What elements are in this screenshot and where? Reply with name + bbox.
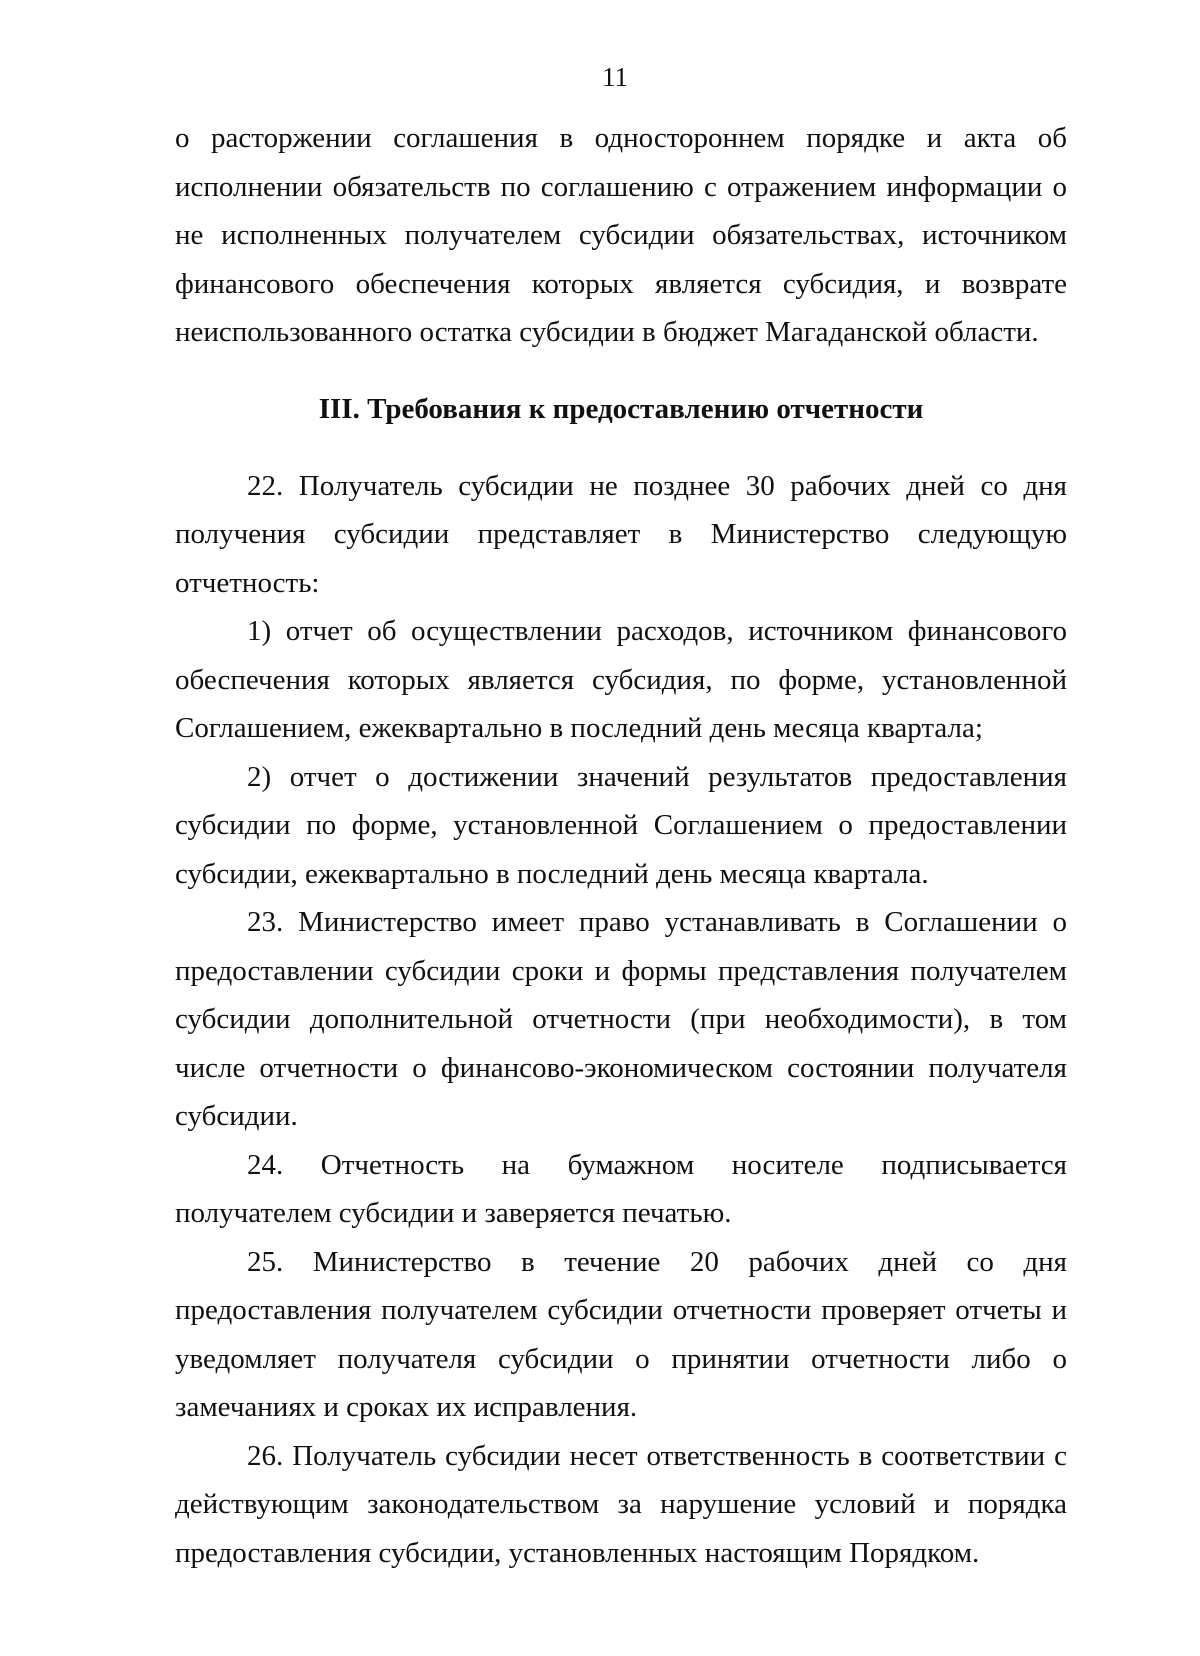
paragraph-22-item-2: 2) отчет о достижении значений результатов предоставления субсидии по форме, установленной Соглашением о предоставлении субсидии, ежеквартально в последний день месяца квартала.	[175, 760, 1067, 890]
page-number: 11	[602, 62, 628, 92]
paragraph-22: 22. Получатель субсидии не позднее 30 рабочих дней со дня получения субсидии представляет в Министерство следующую отчетность:	[175, 469, 1067, 599]
paragraph-26: 26. Получатель субсидии несет ответственность в соответствии с действующим законодательством за нарушение условий и порядка предоставления субсидии, установленных настоящим Порядком.	[175, 1439, 1067, 1569]
paragraph-25: 25. Министерство в течение 20 рабочих дней со дня предоставления получателем субсидии отчетности проверяет отчеты и уведомляет получателя субсидии о принятии отчетности либо о замечаниях и сроках их исправления.	[175, 1245, 1067, 1423]
section-title: III. Требования к предоставлению отчетности	[318, 392, 924, 425]
document-body	[175, 114, 1067, 1577]
paragraph-22-item-1: 1) отчет об осуществлении расходов, источником финансового обеспечения которых является субсидия, по форме, установленной Соглашением, ежеквартально в последний день месяца квартала;	[175, 615, 1067, 744]
paragraph-24: 24. Отчетность на бумажном носителе подписывается получателем субсидии и заверяется печатью.	[175, 1148, 1067, 1229]
intro-paragraph: о расторжении соглашения в одностороннем порядке и акта об исполнении обязательств по соглашению с отражением информации о не исполненных получателем субсидии обязательствах, источником финансового обеспечения которых является субсидия, и возврате неиспользованного остатка субсидии в бюджет Магаданской области.	[175, 122, 1067, 348]
paragraph-23: 23. Министерство имеет право устанавливать в Соглашении о предоставлении субсидии сроки и формы представления получателем субсидии дополнительной отчетности (при необходимости), в том числе отчетности о финансово-экономическом состоянии получателя субсидии.	[175, 906, 1067, 1132]
